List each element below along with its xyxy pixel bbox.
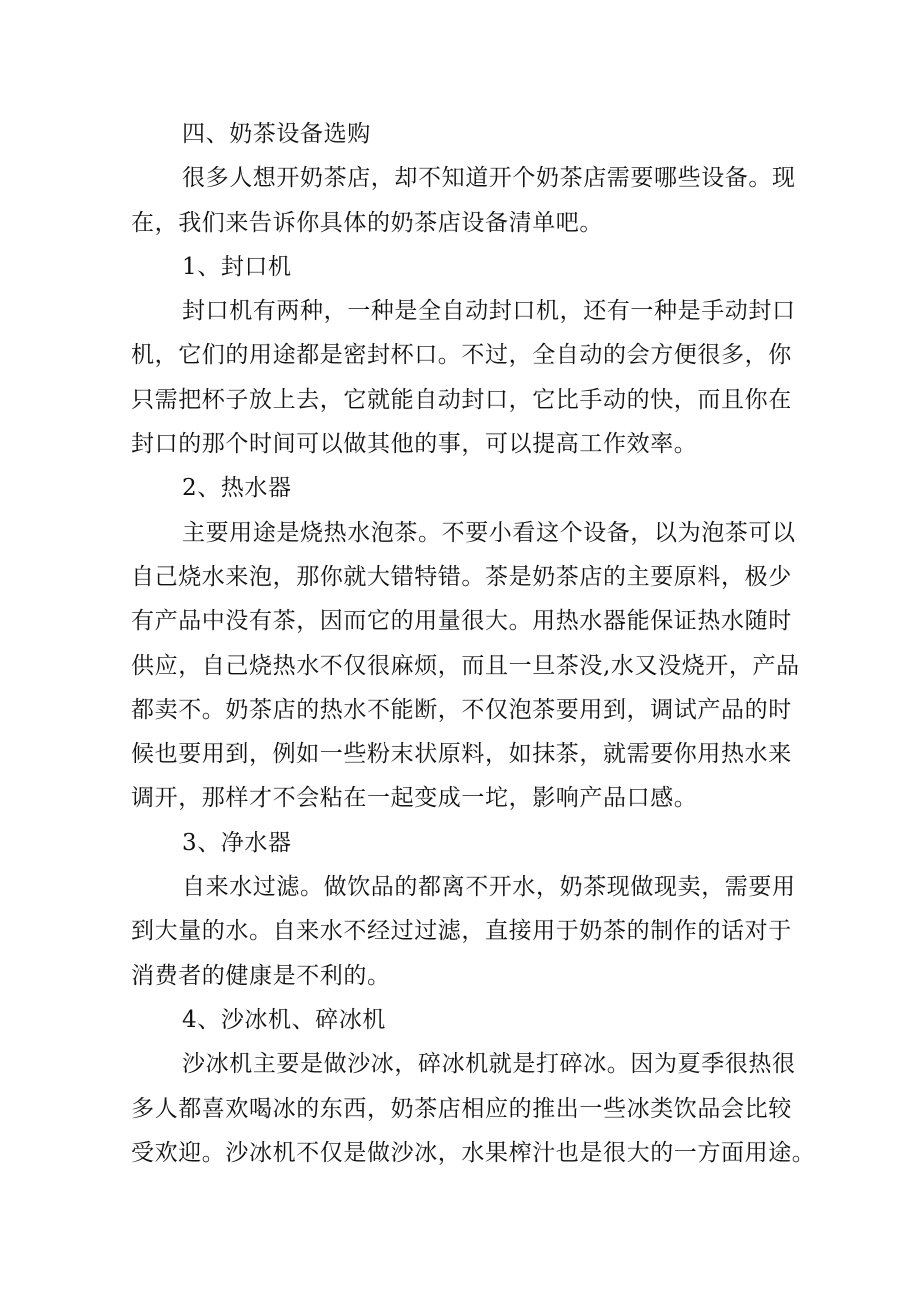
- item-heading-sealer: 1、封口机: [182, 253, 292, 280]
- document-body: [131, 112, 816, 1175]
- paragraph-line: 调开，那样才不会粘在一起变成一坨，影响产品口感。: [131, 785, 698, 812]
- paragraph-line: 有产品中没有茶，因而它的用量很大。用热水器能保证热水随时: [131, 608, 792, 635]
- paragraph-line: 自己烧水来泡，那你就大错特错。茶是奶茶店的主要原料，极少: [131, 563, 792, 590]
- paragraph-line: 只需把杯子放上去，它就能自动封口，它比手动的快，而且你在: [131, 386, 792, 413]
- paragraph-line: 自来水过滤。做饮品的都离不开水，奶茶现做现卖，需要用: [182, 874, 796, 901]
- intro-line: 很多人想开奶茶店，却不知道开个奶茶店需要哪些设备。现: [182, 165, 796, 192]
- paragraph-line: 多人都喜欢喝冰的东西，奶茶店相应的推出一些冰类饮品会比较: [131, 1095, 792, 1122]
- paragraph-line: 供应，自己烧热水不仅很麻烦，而且一旦茶没,水又没烧开，产品: [131, 652, 800, 679]
- paragraph-line: 到大量的水。自来水不经过过滤，直接用于奶茶的制作的话对于: [131, 918, 792, 945]
- item-heading-water-purifier: 3、净水器: [182, 829, 292, 856]
- item-heading-water-heater: 2、热水器: [182, 475, 292, 502]
- paragraph-line: 消费者的健康是不利的。: [131, 962, 391, 989]
- intro-line: 在，我们来告诉你具体的奶茶店设备清单吧。: [131, 209, 603, 236]
- paragraph-line: 封口机有两种，一种是全自动封口机，还有一种是手动封口: [182, 298, 796, 325]
- paragraph-line: 机，它们的用途都是密封杯口。不过，全自动的会方便很多，你: [131, 342, 792, 369]
- paragraph-line: 主要用途是烧热水泡茶。不要小看这个设备，以为泡茶可以: [182, 519, 796, 546]
- paragraph-line: 受欢迎。沙冰机不仅是做沙冰，水果榨汁也是很大的一方面用途。: [131, 1139, 816, 1166]
- paragraph-line: 都卖不。奶茶店的热水不能断，不仅泡茶要用到，调试产品的时: [131, 696, 792, 723]
- section-title: 四、奶茶设备选购: [182, 121, 371, 147]
- item-heading-ice-machines: 4、沙冰机、碎冰机: [182, 1006, 387, 1033]
- paragraph-line: 候也要用到，例如一些粉末状原料，如抹茶，就需要你用热水来: [131, 741, 792, 768]
- paragraph-line: 封口的那个时间可以做其他的事，可以提高工作效率。: [131, 431, 698, 458]
- paragraph-line: 沙冰机主要是做沙冰，碎冰机就是打碎冰。因为夏季很热很: [182, 1051, 796, 1078]
